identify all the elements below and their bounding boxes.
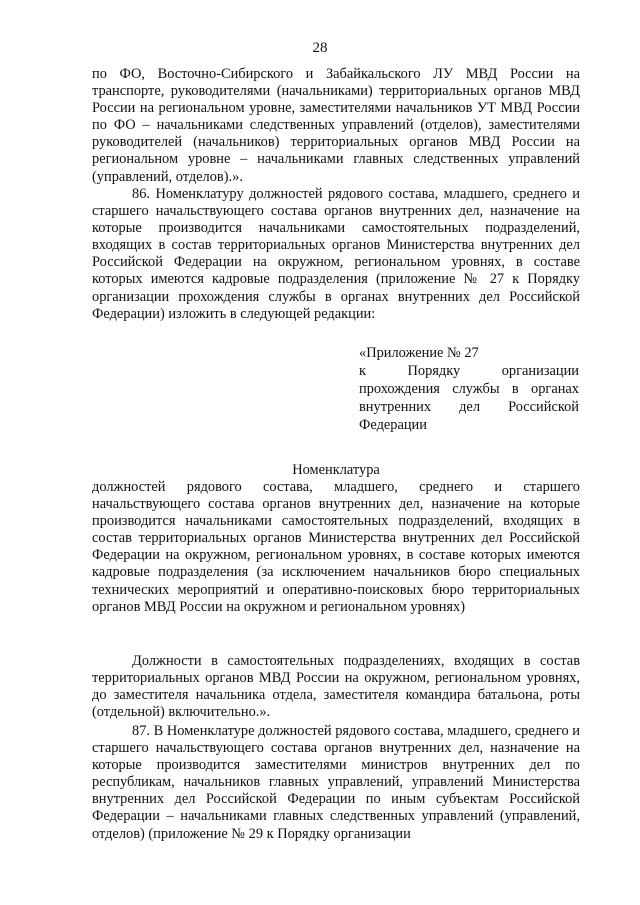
appendix-header (359, 344, 579, 434)
appendix-line-1: «Приложение № 27 (359, 345, 479, 361)
nomenclature-description: должностей рядового состава, младшего, среднего и старшего начальствующего состава органов внутренних дел, назначение на которые производится начальниками самостоятельных подразделений, входящих в состав территориальных органов Министерства внутренних дел Российской Федерации на окружном, региональном уровнях, в составе которых имеются кадровые подразделения (за исключением начальников бюро специальных технических мероприятий и оперативно-поисковых бюро территориальных органов МВД России на окружном и региональном уровнях) (92, 479, 580, 615)
appendix-line-5: Федерации (359, 417, 427, 433)
page-number: 28 (312, 40, 328, 56)
nomenclature-title: Номенклатура (292, 462, 380, 478)
appendix-line-3: прохождения службы в органах (359, 381, 579, 397)
paragraph-86: 86. Номенклатуру должностей рядового состава, младшего, среднего и старшего начальствующего состава органов внутренних дел, назначение на которые производится начальниками самостоятельных подразделений, входящих в состав территориальных органов Министерства внутренних дел Российской Федерации на окружном, региональном уровнях, в составе которых имеются кадровые подразделения (приложение № 27 к Порядку организации прохождения службы в органах внутренних дел Российской Федерации) изложить в следующей редакции: (92, 186, 580, 322)
appendix-line-2: к Порядку организации (359, 363, 579, 379)
paragraph-87: 87. В Номенклатуре должностей рядового состава, младшего, среднего и старшего начальствующего состава органов внутренних дел, назначение на которые производится заместителями министров внутренних дел по республикам, начальников главных управлений, управлений Министерства внутренних дел Российской Федерации по иным субъектам Российской Федерации – начальниками главных следственных управлений (управлений, отделов) (приложение № 29 к Порядку организации (92, 723, 580, 842)
paragraph-continuation: по ФО, Восточно-Сибирского и Забайкальского ЛУ МВД России на транспорте, руководителями (начальниками) территориальных органов МВД России на региональном уровне, заместителями начальников УТ МВД России по ФО – начальниками следственных управлений (отделов), заместителями руководителей (начальников) территориальных органов МВД России на региональном уровне – начальниками главных следственных управлений (управлений, отделов).». (92, 66, 580, 185)
appendix-line-4: внутренних дел Российской (359, 399, 579, 415)
positions-paragraph: Должности в самостоятельных подразделениях, входящих в состав территориальных органов МВД России на окружном, региональном уровнях, до заместителя начальника отдела, заместителя командира батальона, роты (отдельной) включительно.». (92, 653, 580, 721)
